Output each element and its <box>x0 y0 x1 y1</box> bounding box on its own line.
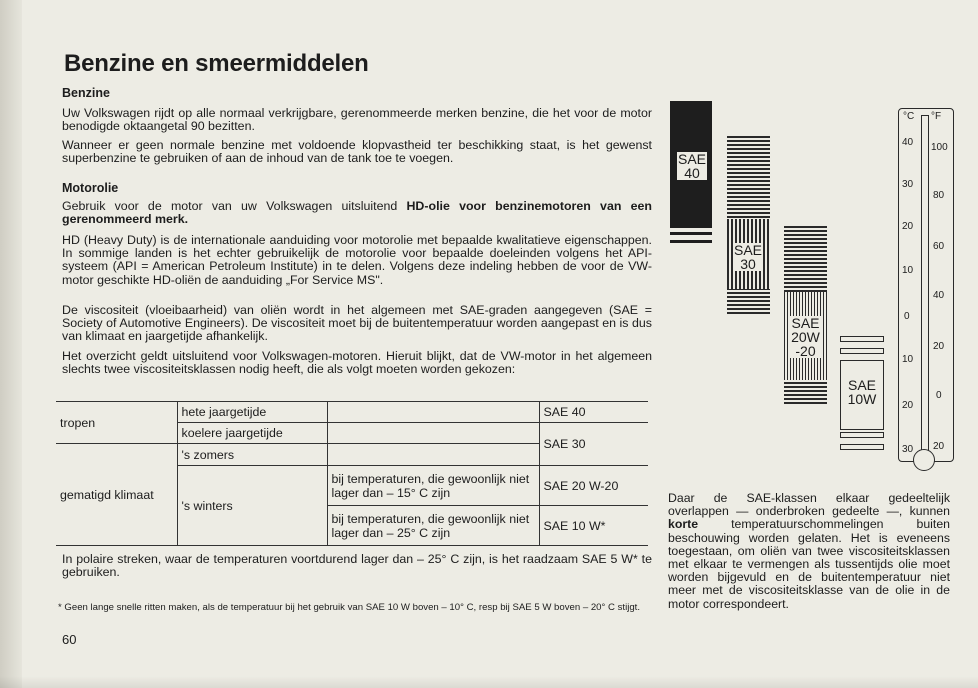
fahrenheit-tick: 80 <box>933 190 945 201</box>
label-sae20w20: SAE 20W -20 <box>789 316 822 358</box>
celsius-tick: 10 <box>902 265 914 276</box>
side-explanation: Daar de SAE-klassen elkaar gedeeltelijk overlappen — onderbroken gedeelte —, kunnen korte temperatuurschommelingen buiten beschouwing worden gelaten. Het is eveneens toegestaan, om oliën van twee viscositeitsklassen met elkaar te vermengen als tussentijds olie moet worden bijgevuld en de buitentemperatuur niet meer met de viscositeitsklasse van de olie in de motor correspondeert. <box>668 491 950 611</box>
bar-sae10w-dash <box>840 444 884 450</box>
motorolie-paragraph-4: Het overzicht geldt uitsluitend voor Volkswagen-motoren. Hieruit blijkt, dat de VW-motor in het algemeen slechts twee viscositeitsklassen nodig heeft, die als volgt moeten worden gekozen: <box>62 349 652 377</box>
cell-gematigd: gematigd klimaat <box>56 444 177 546</box>
cell-sae10: SAE 10 W* <box>539 506 648 546</box>
cell-condition-25: bij temperaturen, die gewoonlijk niet lager dan – 25° C zijn <box>327 506 539 546</box>
cell-tropen: tropen <box>56 402 177 444</box>
celsius-tick: 0 <box>904 311 910 322</box>
cell-condition-15: bij temperaturen, die gewoonlijk niet lager dan – 15° C zijn <box>327 466 539 506</box>
benzine-paragraph-1: Uw Volkswagen rijdt op alle normaal verkrijgbare, gerenommeerde merken benzine, die het voor de motor benodigde oktaangetal 90 bezitten. <box>62 106 652 134</box>
cell-empty <box>327 402 539 423</box>
viscosity-table <box>56 401 648 546</box>
motorolie-paragraph-3: De viscositeit (vloeibaarheid) van oliën wordt in het algemeen met SAE-graden aangegeven (SAE = Society of Automotive Engineers). De viscositeit moet bij de buitentemperatuur worden aangepast en is dus van klimaat en jaargetijde afhankelijk. <box>62 303 652 344</box>
book-spine-shadow <box>0 0 22 688</box>
fahrenheit-tick: 20 <box>933 441 945 452</box>
fahrenheit-tick: 20 <box>933 341 945 352</box>
celsius-tick: 30 <box>902 179 914 190</box>
page-number: 60 <box>62 632 77 647</box>
motorolie-paragraph-1: Gebruik voor de motor van uw Volkswagen uitsluitend HD-olie voor benzinemotoren van een gerenommeerd merk. <box>62 199 652 227</box>
bar-sae40-dash <box>670 232 712 235</box>
label-sae10w: SAE 10W <box>847 377 877 407</box>
polar-paragraph: In polaire streken, waar de temperaturen voortdurend lager dan – 25° C zijn, is het raadzaam SAE 5 W* te gebruiken. <box>62 552 652 580</box>
cell-zomers: 's zomers <box>177 444 327 466</box>
cell-sae40: SAE 40 <box>539 402 648 423</box>
thermometer-tube <box>921 115 929 452</box>
footnote: * Geen lange snelle ritten maken, als de temperatuur bij het gebruik van SAE 10 W boven – 10° C, resp bij SAE 5 W boven – 20° C stijgt. <box>58 602 641 613</box>
thermometer-bulb <box>913 449 935 471</box>
fahrenheit-tick: 60 <box>933 241 945 252</box>
cell-empty <box>327 423 539 444</box>
benzine-paragraph-2: Wanneer er geen normale benzine met voldoende klopvastheid ter beschikking staat, is het gewenst superbenzine te gebruiken of aan de inhoud van de tank toe te voegen. <box>62 138 652 166</box>
label-sae40: SAE 40 <box>677 151 706 181</box>
page-title: Benzine en smeermiddelen <box>64 50 369 77</box>
fahrenheit-tick: 100 <box>931 142 948 153</box>
celsius-tick: 40 <box>902 137 914 148</box>
heading-motorolie: Motorolie <box>62 181 119 195</box>
cell-winters: 's winters <box>177 466 327 546</box>
bar-sae10w-dash <box>840 432 884 438</box>
heading-benzine: Benzine <box>62 86 110 100</box>
celsius-tick: 30 <box>902 444 914 455</box>
cell-empty <box>327 444 539 466</box>
cell-sae30: SAE 30 <box>539 423 648 466</box>
motorolie-paragraph-2: HD (Heavy Duty) is de internationale aanduiding voor motorolie met bepaalde kwalitatieve eigenschappen. In sommige landen is het echter gebruikelijk de motorolie voor bepaalde doeleinden volgens het API-systeem (API = American Petroleum Institute) in te delen. Volgens deze indeling hebben de voor de VW-motor geschikte HD-oliën de aanduiding „For Service MS". <box>62 233 652 287</box>
celsius-tick: 20 <box>902 400 914 411</box>
cell-hete: hete jaargetijde <box>177 402 327 423</box>
cell-koelere: koelere jaargetijde <box>177 423 327 444</box>
bar-sae10w-dash <box>840 348 884 354</box>
page-edge-shadow <box>0 676 978 688</box>
motorolie-emphasis: HD-olie voor benzinemotoren van een gerenommeerd merk. <box>62 199 652 227</box>
fahrenheit-unit: °F <box>931 111 942 122</box>
celsius-tick: 20 <box>902 221 914 232</box>
bar-sae10w-dash <box>840 336 884 342</box>
celsius-unit: °C <box>903 111 915 122</box>
bar-sae40-dash <box>670 240 712 243</box>
fahrenheit-tick: 0 <box>936 390 942 401</box>
fahrenheit-tick: 40 <box>933 290 945 301</box>
cell-sae20: SAE 20 W-20 <box>539 466 648 506</box>
label-sae30: SAE 30 <box>734 242 763 272</box>
celsius-tick: 10 <box>902 354 914 365</box>
